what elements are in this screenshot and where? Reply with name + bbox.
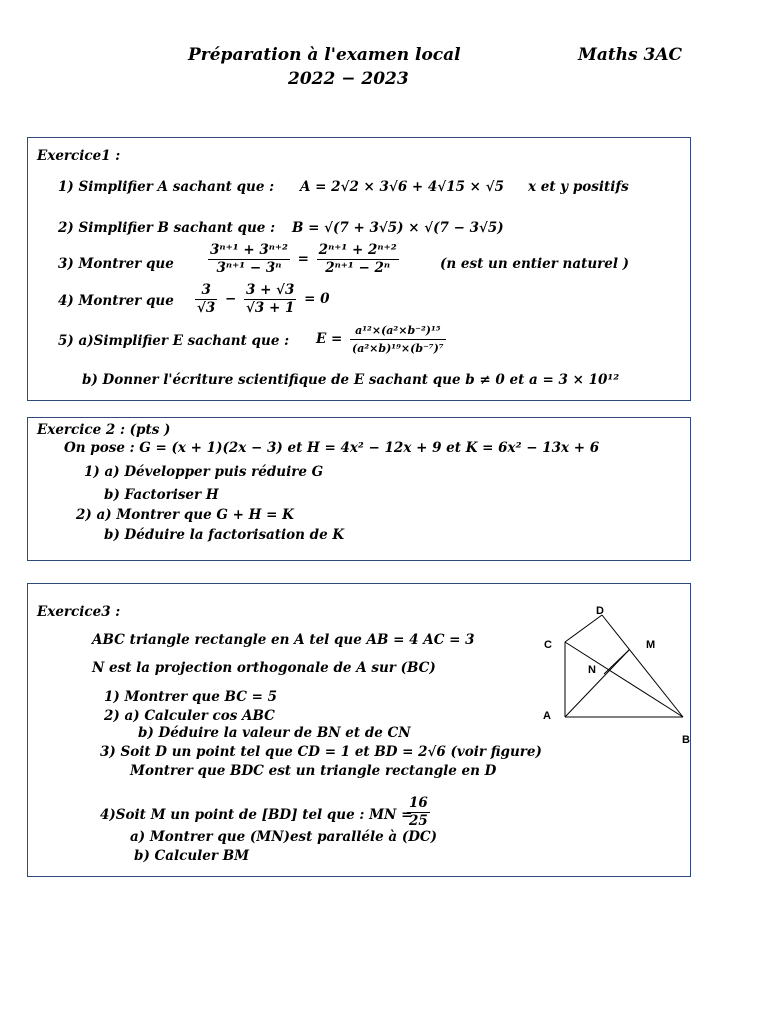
ex1-q3-equation: $\frac{\text{3ⁿ⁺¹ + 3ⁿ⁺²}}{\text{3ⁿ⁺¹ − 3ⁿ}}$ = $\frac{\text{2ⁿ⁺¹ + 2ⁿ⁺²}}{\text{2ⁿ⁺¹ − 2ⁿ}}$ — [210, 242, 397, 276]
ex3-question-4a: a) Montrer que (MN)est paralléle à (DC) — [130, 829, 438, 845]
ex3-question-2b: b) Déduire la valeur de BN et de CN — [138, 725, 411, 741]
ex3-statement-1: ABC triangle rectangle en A tel que AB = 4 AC = 3 — [92, 632, 475, 648]
ex1-q3-left-fraction — [208, 242, 290, 277]
ex1-question-3: 3) Montrer que — [58, 256, 174, 272]
subject-label: Maths 3AC — [578, 45, 683, 65]
label-c: C — [544, 639, 552, 651]
ex1-question-5a: 5) a)Simplifier E sachant que : — [58, 333, 290, 349]
label-a: A — [543, 710, 551, 722]
ex3-question-3b: Montrer que BDC est un triangle rectangle en D — [130, 763, 497, 779]
segment-cb — [565, 642, 683, 717]
ex3-question-3: 3) Soit D un point tel que CD = 1 et BD = 2√6 (voir figure) — [100, 744, 542, 760]
ex1-q4-first-numerator: 3 — [201, 282, 211, 298]
ex2-question-1a: 1) a) Développer puis réduire G — [84, 464, 324, 480]
exercise-3-title: Exercice3 : — [37, 604, 121, 620]
label-b: B — [682, 734, 690, 746]
ex3-question-2a: 2) a) Calculer cos ABC — [104, 708, 275, 724]
ex1-question-5b: b) Donner l'écriture scientifique de E sachant que b ≠ 0 et a = 3 × 10¹² — [82, 372, 620, 388]
exercise-1-title: Exercice1 : — [37, 148, 121, 164]
ex1-note-natural: (n est un entier naturel ) — [440, 256, 630, 272]
segment-an — [565, 650, 629, 717]
segment-nm — [604, 650, 629, 674]
ex2-question-2a: 2) a) Montrer que G + H = K — [76, 507, 294, 523]
ex1-note-positive: x et y positifs — [528, 179, 629, 195]
page-title: Préparation à l'examen local — [188, 45, 461, 65]
ex3-mn-numerator: 16 — [409, 795, 428, 811]
ex1-e-numerator: a¹²×(a²×b⁻²)¹⁵ — [355, 324, 441, 337]
ex1-question-4: 4) Montrer que — [58, 293, 174, 309]
ex1-q3-right-fraction — [317, 242, 399, 277]
ex1-q3-left-denominator: 3ⁿ⁺¹ − 3ⁿ — [208, 259, 290, 277]
ex3-statement-2: N est la projection orthogonale de A sur (BC) — [92, 660, 436, 676]
ex1-q4-first-denominator: √3 — [197, 300, 216, 316]
label-d: D — [596, 605, 604, 617]
ex1-q4-second-fraction — [244, 282, 296, 317]
ex1-q4-second-denominator: √3 + 1 — [246, 300, 295, 316]
ex1-e-denominator: (a²×b)¹⁹×(b⁻⁷)⁷ — [350, 339, 446, 357]
ex3-question-1: 1) Montrer que BC = 5 — [104, 689, 278, 705]
school-year: 2022 − 2023 — [288, 69, 409, 89]
ex1-q4-equation: $\frac{3}{√3}$ − $\frac{3 + √3}{√3 + 1}$ = 0 — [197, 282, 330, 316]
ex1-question-2: 2) Simplifier B sachant que : — [58, 220, 276, 236]
ex3-mn-denominator: 25 — [409, 813, 428, 829]
exercise-2-title: Exercice 2 : (pts ) — [37, 422, 171, 438]
ex1-expression-a: A = 2√2 × 3√6 + 4√15 × √5 — [300, 179, 504, 195]
ex3-question-4b: b) Calculer BM — [134, 848, 250, 864]
segment-cd — [565, 615, 602, 642]
ex1-expression-b: B = √(7 + 3√5) × √(7 − 3√5) — [292, 220, 504, 236]
ex1-q3-right-numerator: 2ⁿ⁺¹ + 2ⁿ⁺² — [318, 242, 397, 258]
label-n: N — [588, 664, 596, 676]
ex1-expression-e: E = $\frac{\text{a¹²×(a²×b⁻²)¹⁵}}{\text{(a²×b)¹⁹×(b⁻⁷)⁷}}$ — [316, 324, 444, 355]
ex3-question-4: 4)Soit M un point de [BD] tel que : MN = — [100, 807, 413, 823]
label-m: M — [646, 639, 656, 651]
ex2-question-1b: b) Factoriser H — [104, 487, 219, 503]
ex1-q4-first-fraction — [195, 282, 217, 317]
ex1-q3-right-denominator: 2ⁿ⁺¹ − 2ⁿ — [317, 259, 399, 277]
ex2-question-2b: b) Déduire la factorisation de K — [104, 527, 345, 543]
ex1-q3-left-numerator: 3ⁿ⁺¹ + 3ⁿ⁺² — [210, 242, 288, 258]
ex1-e-fraction — [350, 322, 446, 357]
ex1-q4-result: = 0 — [304, 291, 330, 307]
ex2-definitions: On pose : G = (x + 1)(2x − 3) et H = 4x² − 12x + 9 et K = 6x² − 13x + 6 — [64, 440, 600, 456]
ex1-q4-second-numerator: 3 + √3 — [246, 282, 295, 298]
triangle-figure — [530, 600, 700, 750]
ex3-mn-fraction — [404, 795, 433, 830]
ex1-question-1: 1) Simplifier A sachant que : — [58, 179, 275, 195]
